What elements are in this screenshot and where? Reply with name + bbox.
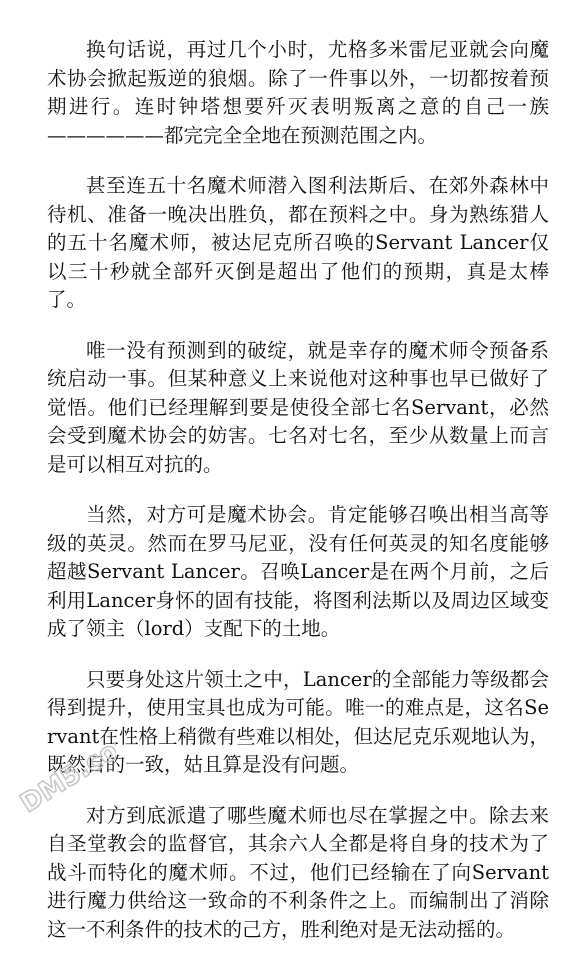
paragraph-3: 唯一没有预测到的破绽，就是幸存的魔术师令预备系统启动一事。但某种意义上来说他对这种事也早已做好了觉悟。他们已经理解到要是使役全部七名Servant，必然会受到魔术协会的妨害。七名对七名，至少从数量上而言是可以相互对抗的。	[47, 338, 549, 476]
paragraph-6: 对方到底派遣了哪些魔术师也尽在掌握之中。除去来自圣堂教会的监督官，其余六人全都是将自身的技术为了战斗而特化的魔术师。不过，他们已经输在了向Servant进行魔力供给这一致命的不利条件之上。而编制出了消除这一不利条件的技术的己方，胜利绝对是无法动摇的。	[47, 803, 549, 941]
paragraph-1: 换句话说，再过几个小时，尤格多米雷尼亚就会向魔术协会掀起叛逆的狼烟。除了一件事以外，一切都按着预期进行。连时钟塔想要歼灭表明叛离之意的自己一族——————都完完全全地在预测范围之内。	[47, 38, 549, 147]
paragraph-4: 当然，对方可是魔术协会。肯定能够召唤出相当高等级的英灵。然而在罗马尼亚，没有任何英灵的知名度能够超越Servant Lancer。召唤Lancer是在两个月前，之后利用Lancer身怀的固有技能，将图利法斯以及周边区域变成了领主（lord）支配下的土地。	[47, 503, 549, 640]
paragraph-5: 只要身处这片领土之中，Lancer的全部能力等级都会得到提升，使用宝具也成为可能。唯一的难点是，这名Servant在性格上稍微有些难以相处，但达尼克乐观地认为，既然目的一致，姑且算是没有问题。	[47, 667, 549, 776]
document-body	[47, 36, 549, 966]
watermark-text: DM5.com	[15, 742, 116, 814]
watermark-logo-svg	[6, 742, 116, 814]
dm5-watermark-logo	[6, 742, 116, 814]
paragraph-2: 甚至连五十名魔术师潜入图利法斯后、在郊外森林中待机、准备一晚决出胜负，都在预料之中。身为熟练猎人的五十名魔术师，被达尼克所召唤的Servant Lancer仅以三十秒就全部歼灭倒是超出了他们的预期，真是太棒了。	[47, 174, 549, 311]
